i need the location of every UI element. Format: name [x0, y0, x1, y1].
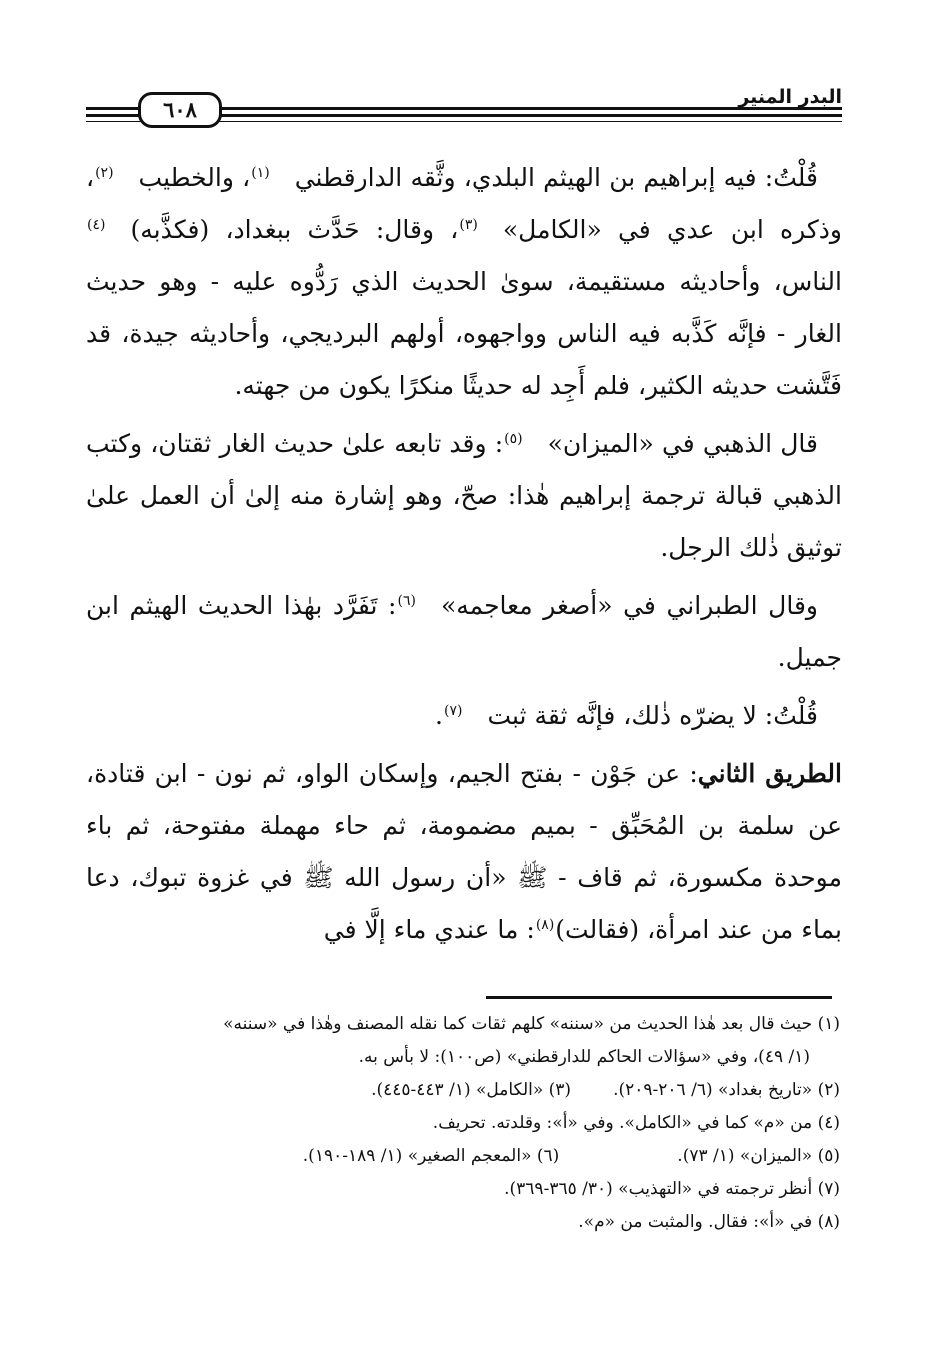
text-run: ، وقال: حَدَّث ببغداد، (فكذَّبه) — [130, 215, 459, 244]
footnote-4: (٤) من «م» كما في «الكامل». وفي «أ»: وقلدته. تحريف. — [432, 1113, 840, 1133]
footnote-2: (٢) «تاريخ بغداد» (٦/ ٢٠٦-٢٠٩). — [613, 1080, 840, 1100]
text-run: وقال الطبراني في «أصغر معاجمه» — [440, 591, 818, 620]
section-lead: الطريق الثاني — [697, 759, 842, 788]
text-run: قال الذهبي في «الميزان» — [547, 429, 818, 458]
text-run: قُلْتُ: لا يضرّه ذٰلك، فإنَّه ثقة ثبت — [487, 701, 818, 730]
footnote-1: (١) حيث قال بعد هٰذا الحديث من «سننه» كلهم ثقات كما نقله المصنف وهٰذا في «سننه» — [223, 1014, 840, 1034]
text-run: : ما عندي ماء إلَّا في — [323, 915, 535, 944]
page-header — [86, 82, 842, 132]
paragraph: قُلْتُ: لا يضرّه ذٰلك، فإنَّه ثقة ثبت(٧). — [435, 701, 818, 730]
footnote-8: (٨) في «أ»: فقال. والمثبت من «م». — [578, 1212, 840, 1232]
paragraph: قال الذهبي في «الميزان»(٥): وقد تابعه علىٰ حديث الغار ثقتان، وكتب الذهبي قبالة ترجمة إبراهيم هٰذا: صحّ، وهو إشارة منه إلىٰ أن العمل علىٰ توثيق ذٰلك الرجل. — [86, 429, 842, 562]
text-run: ، والخطيب — [138, 163, 251, 192]
page-number: ٦٠٨ — [138, 92, 222, 128]
footnotes — [110, 1008, 840, 1239]
text-run: ، وذكره ابن عدي في «الكامل» — [86, 163, 842, 244]
paragraph: قُلْتُ: فيه إبراهيم بن الهيثم البلدي، وثَّقه الدارقطني(١)، والخطيب(٢)، وذكره ابن عدي في «الكامل»(٣)، وقال: حَدَّث ببغداد، (فكذَّبه)(٤) الناس، وأحاديثه مستقيمة، سوىٰ الحديث الذي رَدُّوه عليه - وهو حديث الغار - فإنَّه كَذَّبه فيه الناس وواجهوه، أولهم البرديجي، وأحاديثه جيدة، قد فَتَّشت حديثه الكثير، فلم أَجِد له حديثًا منكرًا يكون من جهته. — [86, 163, 842, 400]
paragraph: الطريق الثاني: عن جَوْن - بفتح الجيم، وإسكان الواو، ثم نون - ابن قتادة، عن سلمة بن المُحَبِّق - بميم مضمومة، ثم حاء مهملة مفتوحة، ثم باء موحدة مكسورة، ثم قاف - ﷺ «أن رسول الله ﷺ في غزوة تبوك، دعا بماء من عند امرأة، (فقالت)(٨): ما عندي ماء إلَّا في — [86, 759, 842, 944]
footnote-5: (٥) «الميزان» (١/ ٧٣). — [677, 1146, 840, 1166]
footnote-separator — [486, 996, 832, 999]
main-text — [86, 152, 842, 962]
footnote-row — [110, 1074, 840, 1107]
footnote-6: (٦) «المعجم الصغير» (١/ ١٨٩-١٩٠). — [302, 1146, 560, 1166]
footnote-3: (٣) «الكامل» (١/ ٤٤٣-٤٤٥). — [371, 1080, 572, 1100]
text-run: : تَفَرَّد بهٰذا الحديث الهيثم ابن جميل. — [86, 591, 842, 672]
text-run: : وقد تابعه علىٰ حديث الغار ثقتان، وكتب الذهبي قبالة ترجمة إبراهيم هٰذا: صحّ، وهو إشارة منه إلىٰ أن العمل علىٰ توثيق ذٰلك الرجل. — [86, 429, 842, 562]
paragraph: وقال الطبراني في «أصغر معاجمه»(٦): تَفَرَّد بهٰذا الحديث الهيثم ابن جميل. — [86, 591, 842, 672]
footnote-1-continuation: (١/ ٤٩)، وفي «سؤالات الحاكم للدارقطني» (ص١٠٠): لا بأس به. — [358, 1047, 810, 1067]
running-title: البدر المنير — [738, 86, 842, 108]
text-run: قُلْتُ: فيه إبراهيم بن الهيثم البلدي، وثَّقه الدارقطني — [294, 163, 819, 192]
text-run: : عن جَوْن - بفتح الجيم، وإسكان الواو، ثم نون - ابن قتادة، عن سلمة بن المُحَبِّق - بميم مضمومة، ثم حاء مهملة مفتوحة، ثم باء موحدة مكسورة، ثم قاف - ﷺ «أن رسول الله ﷺ في غزوة تبوك، دعا بماء من عند امرأة، (فقالت) — [86, 759, 842, 944]
footnote-7: (٧) أنظر ترجمته في «التهذيب» (٣٠/ ٣٦٥-٣٦٩). — [504, 1179, 840, 1199]
footnote-row — [110, 1140, 840, 1173]
text-run: الناس، وأحاديثه مستقيمة، سوىٰ الحديث الذي رَدُّوه عليه - وهو حديث الغار - فإنَّه كَذَّبه فيه الناس وواجهوه، أولهم البرديجي، وأحاديثه جيدة، قد فَتَّشت حديثه الكثير، فلم أَجِد له حديثًا منكرًا يكون من جهته. — [86, 267, 842, 400]
text-run: . — [435, 701, 443, 730]
